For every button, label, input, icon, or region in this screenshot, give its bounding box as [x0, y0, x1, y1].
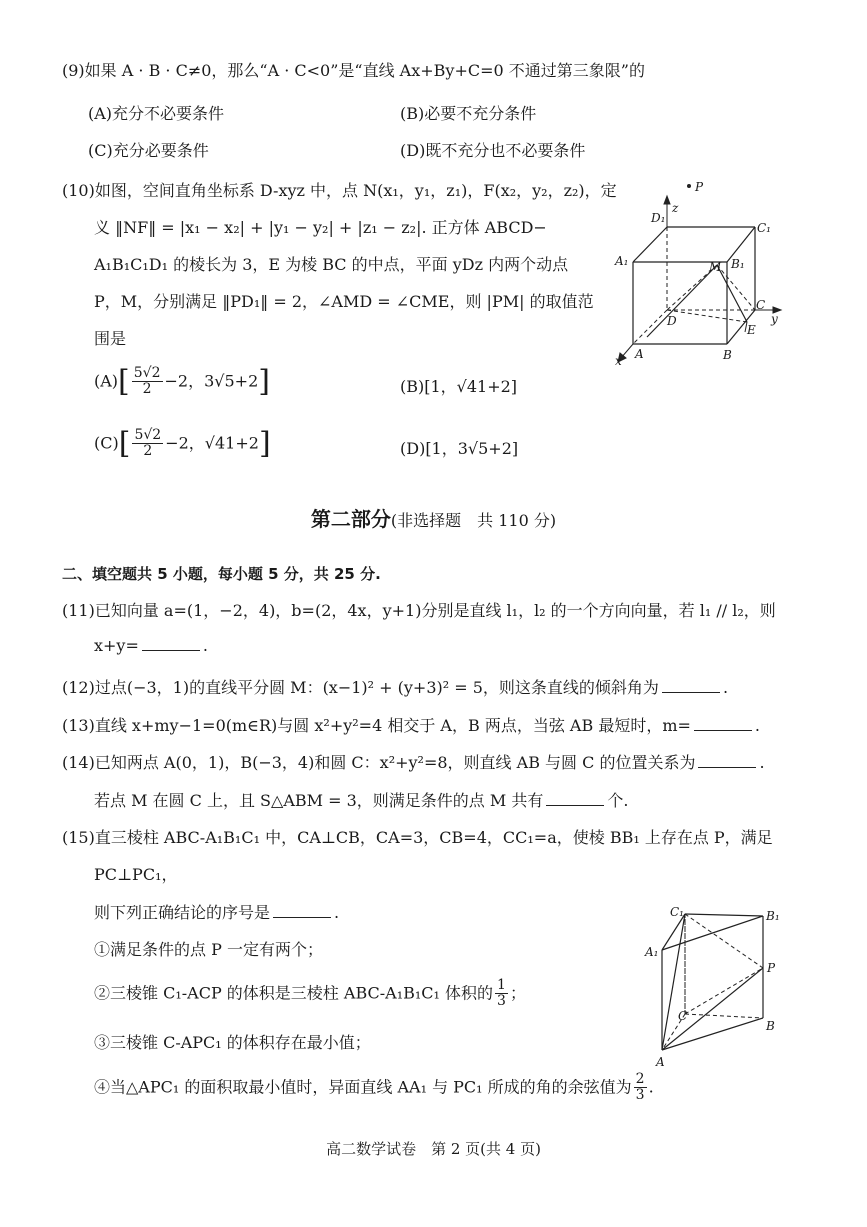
- prism-label-p: P: [767, 961, 776, 975]
- q10-option-c-fraction: $\frac{5√2}{2}$: [134, 427, 162, 460]
- fig-label-x: x: [615, 354, 622, 368]
- q12-line: (12)过点(−3，1)的直线平分圆 M：(x−1)² + (y+3)² = 5，则这条直线的倾斜角为 .: [62, 678, 729, 697]
- q10-option-d: (D)[1，3√5+2]: [400, 439, 519, 458]
- fig-label-a1: A₁: [615, 254, 629, 268]
- part2-title: [0, 503, 867, 532]
- q15-answer-blank[interactable]: [273, 916, 331, 918]
- q14-line-1: (14)已知两点 A(0，1)，B(−3，4)和圆 C：x²+y²=8，则直线 AB 与圆 C 的位置关系为 .: [62, 753, 765, 772]
- left-bracket-icon: [: [118, 425, 131, 461]
- prism-figure: [640, 900, 790, 1070]
- q10-option-a-fraction: $\frac{5√2}{2}$: [133, 365, 161, 398]
- fig-label-d1: D₁: [651, 211, 666, 225]
- section2-heading: 二、填空题共 5 小题，每小题 5 分，共 25 分.: [62, 565, 381, 583]
- q10-option-b: (B)[1，√41+2]: [400, 377, 518, 396]
- left-bracket-icon: [: [118, 363, 130, 399]
- q9-option-c: (C)充分必要条件: [88, 141, 209, 160]
- fig-label-z: z: [672, 201, 679, 215]
- q10-line-2: 义 ‖NF‖ = |x₁ − x₂| + |y₁ − y₂| + |z₁ − z₂|. 正方体 ABCD−: [94, 218, 547, 237]
- q9-stem: (9)如果 A · B · C≠0，那么“A · C<0”是“直线 Ax+By+C=0 不通过第三象限”的: [62, 61, 645, 80]
- q15-line-1: (15)直三棱柱 ABC-A₁B₁C₁ 中，CA⊥CB，CA=3，CB=4，CC₁=a，使棱 BB₁ 上存在点 P，满足: [62, 828, 773, 847]
- q10-option-c-rest: −2，√41+2: [165, 433, 259, 453]
- fig-label-d: D: [667, 314, 677, 328]
- q10-option-c: [94, 425, 271, 461]
- q15-line-3: 则下列正确结论的序号是 .: [94, 903, 340, 922]
- fig-label-b1: B₁: [731, 257, 745, 271]
- fig-label-c: C: [756, 298, 766, 312]
- q11-line-2: x+y= .: [94, 636, 208, 655]
- q15-line-2: PC⊥PC₁，: [94, 865, 178, 884]
- q10-option-a-label: (A): [94, 371, 119, 391]
- part2-title-main: 第二部分: [310, 507, 391, 531]
- q15-statement-3: ③三棱锥 C-APC₁ 的体积存在最小值；: [94, 1033, 371, 1052]
- q14-answer-blank-2[interactable]: [546, 804, 604, 806]
- part2-title-sub: (非选择题 共 110 分): [390, 511, 557, 530]
- q9-option-b: (B)必要不充分条件: [400, 104, 537, 123]
- fig-label-m: M: [709, 260, 722, 274]
- fig-label-b: B: [723, 348, 732, 362]
- q11-answer-blank[interactable]: [142, 649, 200, 651]
- q10-option-a-rest: −2，3√5+2: [164, 371, 259, 391]
- right-bracket-icon: ]: [258, 425, 271, 461]
- q9-option-d: (D)既不充分也不必要条件: [400, 141, 586, 160]
- prism-label-a1: A₁: [645, 945, 659, 959]
- prism-label-b1: B₁: [766, 909, 780, 923]
- q13-answer-blank[interactable]: [694, 729, 752, 731]
- q10-line-5: 围是: [94, 329, 127, 348]
- q10-line-4: P，M，分别满足 ‖PD₁‖ = 2，∠AMD = ∠CME，则 |PM| 的取值范: [94, 292, 594, 311]
- q12-answer-blank[interactable]: [662, 691, 720, 693]
- q15-statement-4: ④当△APC₁ 的面积取最小值时，异面直线 AA₁ 与 PC₁ 所成的角的余弦值为 $\frac{2}{3}$ .: [94, 1071, 654, 1104]
- q9-option-a: (A)充分不必要条件: [88, 104, 225, 123]
- prism-label-c1: C₁: [670, 905, 684, 919]
- fig-label-c1: C₁: [757, 221, 771, 235]
- q13-line: (13)直线 x+my−1=0(m∈R)与圆 x²+y²=4 相交于 A，B 两点，当弦 AB 最短时，m= .: [62, 716, 760, 735]
- q11-line-1: (11)已知向量 a=(1，−2，4)，b=(2，4x，y+1)分别是直线 l₁，l₂ 的一个方向向量，若 l₁ // l₂，则: [62, 601, 776, 620]
- q15-fraction-one-third: $\frac{1}{3}$: [497, 977, 506, 1010]
- page-footer: 高二数学试卷 第 2 页(共 4 页): [326, 1140, 541, 1158]
- fig-label-p: P: [695, 180, 704, 194]
- prism-label-c: C: [678, 1009, 688, 1023]
- q10-line-1: (10)如图，空间直角坐标系 D-xyz 中，点 N(x₁，y₁，z₁)，F(x₂，y₂，z₂)，定: [62, 181, 617, 200]
- cube-figure: [605, 172, 795, 372]
- right-bracket-icon: ]: [258, 363, 270, 399]
- q10-line-3: A₁B₁C₁D₁ 的棱长为 3，E 为棱 BC 的中点，平面 yDz 内两个动点: [94, 255, 569, 274]
- fig-label-e: E: [747, 323, 756, 337]
- q10-option-a: [94, 363, 270, 399]
- q10-option-c-label: (C): [94, 433, 119, 453]
- prism-label-a: A: [656, 1055, 665, 1069]
- q14-answer-blank-1[interactable]: [698, 766, 756, 768]
- q14-line-2: 若点 M 在圆 C 上，且 S△ABM = 3，则满足条件的点 M 共有 个.: [94, 791, 629, 810]
- fig-label-y: y: [771, 312, 778, 326]
- fig-label-a: A: [635, 347, 644, 361]
- prism-label-b: B: [766, 1019, 775, 1033]
- q15-statement-2: ②三棱锥 C₁-ACP 的体积是三棱柱 ABC-A₁B₁C₁ 体积的 $\frac{1}{3}$ ；: [94, 977, 526, 1010]
- q15-fraction-two-thirds: $\frac{2}{3}$: [635, 1071, 645, 1104]
- q15-statement-1: ①满足条件的点 P 一定有两个；: [94, 940, 323, 959]
